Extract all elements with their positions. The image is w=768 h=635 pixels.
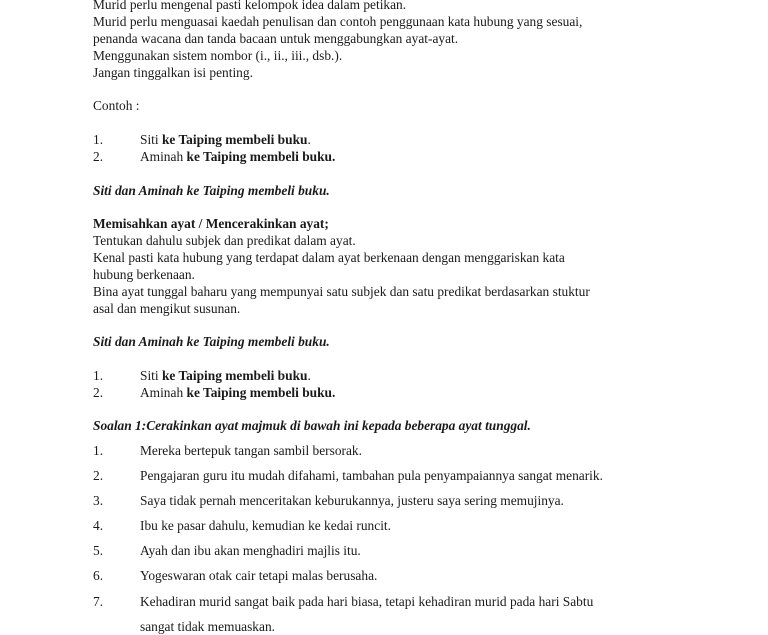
contoh-label: Contoh : — [93, 98, 140, 113]
section-line: hubung berkenaan. — [93, 267, 195, 282]
intro-line: Murid perlu menguasai kaedah penulisan dan contoh penggunaan kata hubung yang sesuai, — [93, 14, 583, 29]
question-number: 3. — [93, 493, 104, 508]
list-number: 2. — [93, 385, 104, 400]
predicate-text: ke Taiping membeli buku. — [186, 385, 336, 400]
question-number: 4. — [93, 518, 104, 533]
intro-line: penanda wacana dan tanda bacaan untuk menggabungkan ayat-ayat. — [93, 31, 459, 46]
section-line: asal dan mengikut susunan. — [93, 301, 241, 316]
intro-line: Menggunakan sistem nombor (i., ii., iii., dsb.). — [93, 48, 343, 63]
question-item: Kehadiran murid sangat baik pada hari biasa, tetapi kehadiran murid pada hari Sabtu — [140, 594, 594, 609]
question-item: Pengajaran guru itu mudah difahami, tambahan pula penyampaiannya sangat menarik. — [140, 468, 603, 483]
list-item — [140, 367, 311, 384]
end-punct: . — [307, 132, 311, 147]
question-item-continued: sangat tidak memuaskan. — [140, 619, 275, 634]
intro-line: Jangan tinggalkan isi penting. — [93, 65, 253, 80]
question-title: Soalan 1:Cerakinkan ayat majmuk di bawah ini kepada beberapa ayat tunggal. — [93, 418, 531, 433]
question-item: Yogeswaran otak cair tetapi malas berusaha. — [140, 568, 378, 583]
predicate-text: ke Taiping membeli buku — [161, 368, 308, 383]
question-number: 6. — [93, 568, 104, 583]
example2-sentence: Siti dan Aminah ke Taiping membeli buku. — [93, 334, 330, 349]
section-line: Tentukan dahulu subjek dan predikat dalam ayat. — [93, 233, 356, 248]
section-line: Bina ayat tunggal baharu yang mempunyai satu subjek dan satu predikat berdasarkan stuktur — [93, 284, 590, 299]
subject-text: Aminah — [140, 385, 184, 400]
section-heading: Memisahkan ayat / Mencerakinkan ayat; — [93, 216, 329, 231]
example1-result: Siti dan Aminah ke Taiping membeli buku. — [93, 183, 330, 198]
subject-text: Siti — [140, 132, 159, 147]
intro-line: Murid perlu mengenal pasti kelompok idea dalam petikan. — [93, 0, 407, 12]
list-item — [140, 131, 311, 148]
list-number: 1. — [93, 132, 104, 147]
subject-text: Aminah — [140, 149, 184, 164]
predicate-text: ke Taiping membeli buku. — [186, 149, 336, 164]
list-number: 2. — [93, 149, 104, 164]
question-number: 5. — [93, 543, 104, 558]
list-item — [140, 148, 335, 165]
predicate-text: ke Taiping membeli buku — [161, 132, 308, 147]
section-line: Kenal pasti kata hubung yang terdapat dalam ayat berkenaan dengan menggariskan kata — [93, 250, 565, 265]
question-item: Ayah dan ibu akan menghadiri majlis itu. — [140, 543, 361, 558]
list-item — [140, 384, 335, 401]
question-number: 7. — [93, 594, 104, 609]
question-item: Saya tidak pernah menceritakan keburukannya, justeru saya sering memujinya. — [140, 493, 564, 508]
question-item: Mereka bertepuk tangan sambil bersorak. — [140, 443, 362, 458]
question-number: 1. — [93, 443, 104, 458]
subject-text: Siti — [140, 368, 159, 383]
end-punct: . — [307, 368, 311, 383]
question-item: Ibu ke pasar dahulu, kemudian ke kedai runcit. — [140, 518, 391, 533]
list-number: 1. — [93, 368, 104, 383]
question-number: 2. — [93, 468, 104, 483]
